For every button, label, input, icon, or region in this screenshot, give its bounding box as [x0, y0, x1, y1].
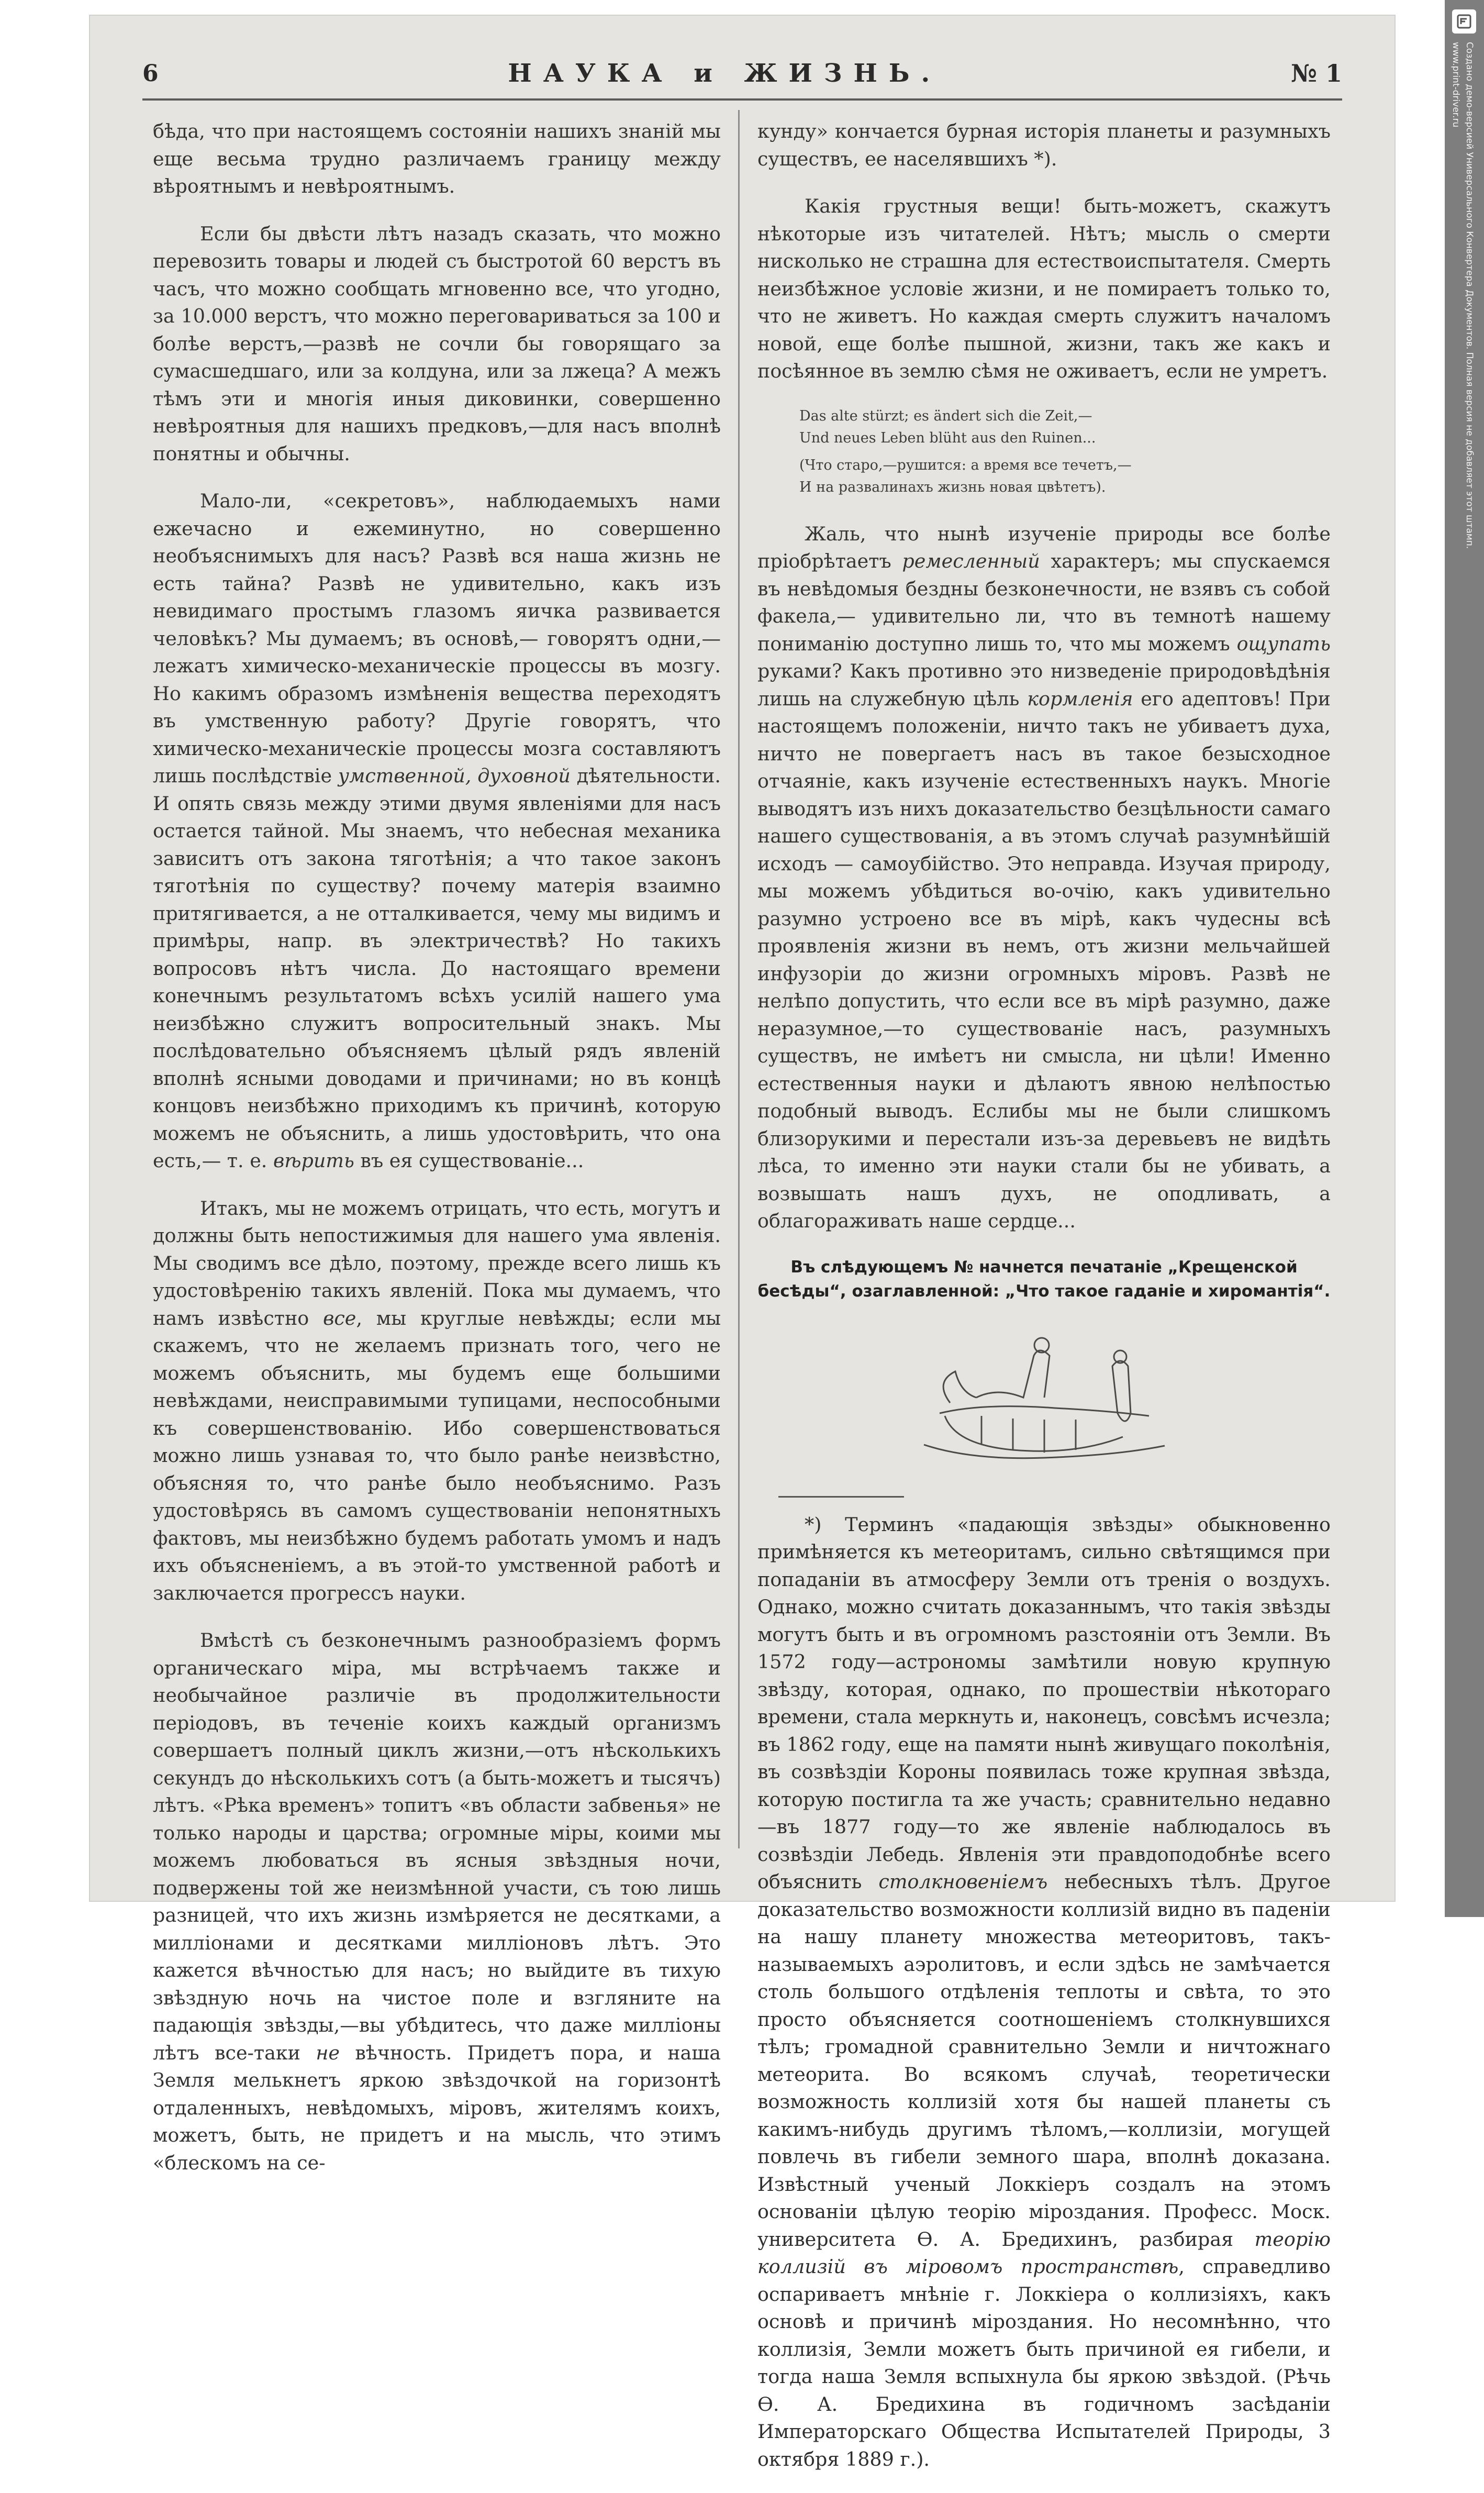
paragraph: Жаль, что нынѣ изученіе природы все болѣе пріобрѣтаетъ ремесленный характеръ; мы спускаемся въ невѣдомыя бездны безконечности, не взявъ съ собой факела,— удивительно ли, что въ темнотѣ нашему пониманію доступно лишь то, что мы можемъ ощупать руками? Какъ противно это низведеніе природовѣдѣнія лишь на служебную цѣль кормленія его адептовъ! При настоящемъ положеніи, ничто такъ не убиваетъ духа, ничто не повергаетъ насъ въ такое безысходное отчаяніе, какъ изученіе естественныхъ наукъ. Многіе выводятъ изъ нихъ доказательство безцѣльности самаго нашего существованія, а въ этомъ случаѣ разумнѣйшій исходъ — самоубійство. Это неправда. Изучая природу, мы можемъ убѣдиться во-очію, какъ удивительно разумно устроено все въ мірѣ, какъ чудесны всѣ проявленія жизни въ немъ, отъ жизни мельчайшей инфузоріи до жизни огромныхъ міровъ. Развѣ не нелѣпо допустить, что если все въ мірѣ разумно, даже неразумное,—то существованіе насъ, разумныхъ существъ, не имѣетъ ни смысла, ни цѣли! Именно естественныя науки и дѣлаютъ явною нелѣпостью подобный выводъ. Еслибы мы не были слишкомъ близорукими и перестали изъ-за деревьевъ не видѣть лѣса, то именно эти науки стали бы не убивать, а возвышать нашъ духъ, не оподливать, а облагораживать наше сердце...	[757, 522, 1331, 1232]
paragraph: Мало-ли, «секретовъ», наблюдаемыхъ нами ежечасно и ежеминутно, но совершенно необъяснимыхъ для насъ? Развѣ вся наша жизнь не есть тайна? Развѣ не удивительно, какъ изъ невидимаго простымъ глазомъ яичка развивается человѣкъ? Мы думаемъ; въ основѣ,— говорятъ одни,— лежатъ химическо-механическіе процессы въ мозгу. Но какимъ образомъ измѣненія вещества переходятъ въ умственную работу? Другіе говорятъ, что химическо-механическіе процессы мозга составляютъ лишь послѣдствіе умственной, духовной дѣятельности. И опять связь между этими двумя явленіями для насъ остается тайной. Мы знаемъ, что небесная механика зависитъ отъ закона тяготѣнія; а что такое законъ тяготѣнія по существу? почему матерія взаимно притягивается, а не отталкивается, чему мы видимъ и примѣры, напр. въ электричествѣ? Но такихъ вопросовъ нѣтъ числа. До настоящаго времени конечнымъ результатомъ всѣхъ усилій нашего ума неизбѣжно служитъ вопросительный знакъ. Мы послѣдовательно объясняемъ цѣлый рядъ явленій вполнѣ ясными доводами и причинами; но въ концѣ концовъ неизбѣжно приходимъ къ причинѣ, которую можемъ не объяснить, а лишь удостовѣрить, что она есть,— т. е. вѣрить въ ея существованіе...	[153, 490, 721, 1172]
verse-russian	[799, 455, 1331, 498]
paragraph: Какія грустныя вещи! быть-можетъ, скажутъ нѣкоторые изъ читателей. Нѣтъ; мысль о смерти нисколько не страшна для естествоиспытателя. Смерть неизбѣжное условіе жизни, и не помираетъ только то, что не живетъ. Но каждая смерть служитъ началомъ новой, еще болѣе пышной, жизни, такъ же какъ и посѣянное въ землю сѣмя не оживаетъ, если не умретъ.	[757, 195, 1331, 382]
journal-title: НАУКА и ЖИЗНЬ.	[508, 59, 942, 88]
verse-line: (Что старо,—рушится: а время все течетъ,—	[799, 457, 1132, 473]
emphasis: теорію коллизій въ міровомъ пространствѣ	[757, 2228, 1331, 2278]
watermark-line: Создано демо-версией Универсального Конвертера Документов. Полная версия не добавляет этот штамп.	[1464, 42, 1475, 549]
emphasis: все	[323, 1306, 356, 1329]
next-issue-notice: Въ слѣдующемъ № начнется печатаніе „Крещенской бесѣды“, озаглавленной: „Что такое гаданіе и хиромантія“.	[757, 1257, 1331, 1301]
vignette-illustration	[919, 1324, 1170, 1466]
emphasis: столкновеніемъ	[878, 1870, 1048, 1893]
emphasis: ощупать	[1236, 632, 1331, 655]
verse-german	[799, 405, 1331, 449]
converter-watermark-strip	[1445, 0, 1484, 1917]
paragraph: Если бы двѣсти лѣтъ назадъ сказать, что можно перевозить товары и людей съ быстротой 60 верстъ въ часъ, что можно сообщать мгновенно все, что угодно, за 10.000 верстъ, что можно переговариваться за 100 и болѣе верстъ,—развѣ не сочли бы говорящаго за сумасшедшаго, или за колдуна, или за лжеца? А межъ тѣмъ эти и многія иныя диковинки, совершенно невѣроятныя для нашихъ предковъ,—для насъ вполнѣ понятны и обычны.	[153, 222, 721, 465]
footnote-rule	[778, 1496, 904, 1498]
page-number: 6	[142, 60, 159, 87]
watermark-url: www.print-driver.ru	[1450, 42, 1461, 128]
watermark-text	[1449, 42, 1476, 549]
paragraph: бѣда, что при настоящемъ состояніи нашихъ знаній мы еще весьма трудно различаемъ границу между вѣроятнымъ и невѣроятнымъ.	[153, 120, 721, 197]
issue-number: № 1	[1290, 59, 1342, 87]
right-column	[757, 118, 1331, 2493]
emphasis: ремесленный	[902, 550, 1040, 572]
verse-line: И на развалинахъ жизнь новая цвѣтетъ).	[799, 479, 1106, 495]
verse-line: Und neues Leben blüht aus den Ruinen...	[799, 429, 1096, 446]
column-divider	[738, 110, 740, 1848]
header-rule	[142, 98, 1342, 101]
document-converter-logo-icon	[1452, 9, 1476, 34]
left-column	[153, 118, 721, 2197]
emphasis: кормленія	[1027, 687, 1133, 710]
paragraph: Вмѣстѣ съ безконечнымъ разнообразіемъ формъ органическаго міра, мы встрѣчаемъ также и необычайное различіе въ продолжительности періодовъ, въ теченіе коихъ каждый организмъ совершаетъ полный циклъ жизни,—отъ нѣсколькихъ секундъ до нѣсколькихъ сотъ (а быть-можетъ и тысячъ) лѣтъ. «Рѣка временъ» топитъ «въ области забвенья» не только народы и царства; огромные міры, коими мы можемъ любоваться въ ясныя звѣздныя ночи, подвержены той же неизмѣнной участи, съ тою лишь разницей, что ихъ жизнь измѣряется не десятками, а милліонами и десятками милліоновъ лѣтъ. Это кажется вѣчностью для насъ; но выйдите въ тихую звѣздную ночь на чистое поле и взгляните на падающія звѣзды,—вы убѣдитесь, что даже милліоны лѣтъ все-таки не вѣчность. Придетъ пора, и наша Земля мелькнетъ яркою звѣздочкой на горизонтѣ отдаленныхъ, невѣдомыхъ, міровъ, жителямъ коихъ, можетъ, быть, не придетъ и на мысль, что этимъ «блескомъ на се-	[153, 1629, 721, 2174]
scanned-page	[90, 16, 1394, 2470]
verse-line: Das alte stürzt; es ändert sich die Zeit,—	[799, 407, 1092, 424]
page-header	[142, 52, 1342, 94]
emphasis: вѣрить	[273, 1149, 354, 1172]
paragraph: Итакъ, мы не можемъ отрицать, что есть, могутъ и должны быть непостижимыя для нашего ума явленія. Мы сводимъ все дѣло, поэтому, прежде всего лишь къ удостовѣренію такихъ явленій. Пока мы думаемъ, что намъ извѣстно все, мы круглые невѣжды; если мы скажемъ, что не желаемъ признать того, чего не можемъ объяснить, мы будемъ еще большими невѣждами, неисправимыми тупицами, неспособными къ совершенствованію. Ибо совершенствоваться можно лишь узнавая то, что было ранѣе неизвѣстно, объясняя то, что ранѣе было необъяснимо. Разъ удостовѣрясь въ самомъ существованіи непонятныхъ фактовъ, мы неизбѣжно будемъ работать умомъ и надъ ихъ объясненіемъ, а въ этой-то умственной работѣ и заключается прогрессъ науки.	[153, 1196, 721, 1604]
emphasis: не	[316, 2041, 340, 2064]
footnote: *) Терминъ «падающія звѣзды» обыкновенно примѣняется къ метеоритамъ, сильно свѣтящимся при попаданіи въ атмосферу Земли отъ тренія о воздухъ. Однако, можно считать доказаннымъ, что такія звѣзды могутъ быть и въ огромномъ разстояніи отъ Земли. Въ 1572 году—астрономы замѣтили новую крупную звѣзду, которая, однако, по прошествіи нѣкотораго времени, стала меркнуть и, наконецъ, совсѣмъ исчезла; въ 1862 году, еще на памяти нынѣ живущаго поколѣнія, въ созвѣздіи Короны появилась тоже крупная звѣзда, которую постигла та же участь; сравнительно недавно—въ 1877 году—то же явленіе наблюдалось въ созвѣздіи Лебедь. Явленія эти правдоподобнѣе всего объяснить столкновеніемъ небесныхъ тѣлъ. Другое доказательство возможности коллизій видно въ паденіи на нашу планету множества метеоритовъ, такъ-называемыхъ аэролитовъ, и если здѣсь не замѣчается столь большого отдѣленія теплоты и свѣта, то это просто объясняется соотношеніемъ столкнувшихся тѣлъ; громадной сравнительно Земли и ничтожнаго метеорита. Во всякомъ случаѣ, теоретически возможность коллизій хотя бы нашей планеты съ какимъ-нибудь другимъ тѣломъ,—коллизіи, могущей повлечь въ гибели земного шара, вполнѣ доказана. Извѣстный ученый Локкіеръ создалъ на этомъ основаніи цѣлую теорію міроздания. Професс. Моск. университета Ѳ. А. Бредихинъ, разбирая теорію коллизій въ міровомъ пространствѣ, справедливо оспариваетъ мнѣніе г. Локкіера о коллизіяхъ, какъ основѣ и причинѣ міроздания. Но несомнѣнно, что коллизія, Земли можетъ быть причиной ея гибели, и тогда наша Земля вспыхнула бы яркою звѣздой. (Рѣчь Ѳ. А. Бредихина въ годичномъ засѣданіи Императорскаго Общества Испытателей Природы, 3 октября 1889 г.).	[757, 1513, 1331, 2470]
emphasis: умственной, духовной	[338, 764, 571, 787]
paragraph: кунду» кончается бурная исторія планеты и разумныхъ существъ, ее населявшихъ *).	[757, 120, 1331, 170]
